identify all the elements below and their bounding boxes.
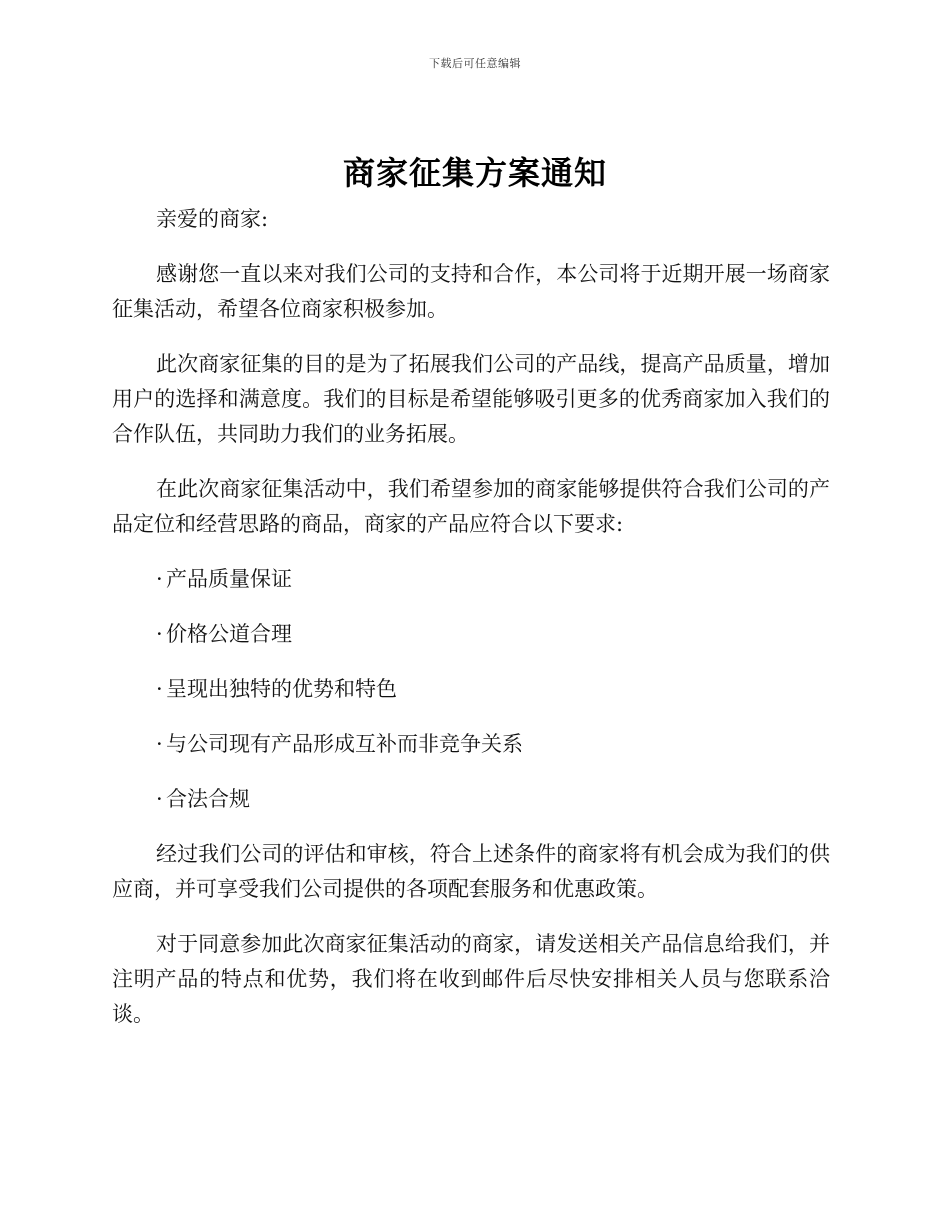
bullet-icon: · — [156, 732, 163, 756]
requirement-item — [112, 782, 830, 817]
bullet-icon: · — [156, 622, 163, 646]
paragraph-intro: 感谢您一直以来对我们公司的支持和合作，本公司将于近期开展一场商家征集活动，希望各位商家积极参加。 — [112, 262, 830, 321]
requirement-item — [112, 727, 830, 762]
requirement-text: 合法合规 — [166, 787, 250, 811]
bullet-icon: · — [156, 787, 163, 811]
requirement-text: 产品质量保证 — [166, 567, 292, 591]
document-body — [112, 202, 830, 1052]
requirement-text: 与公司现有产品形成互补而非竞争关系 — [166, 732, 523, 756]
paragraph-evaluation: 经过我们公司的评估和审核，符合上述条件的商家将有机会成为我们的供应商，并可享受我们公司提供的各项配套服务和优惠政策。 — [112, 842, 830, 901]
document-title: 商家征集方案通知 — [342, 154, 607, 192]
requirement-text: 呈现出独特的优势和特色 — [166, 677, 397, 701]
requirement-item — [112, 672, 830, 707]
header-note: 下载后可任意编辑 — [429, 57, 521, 70]
salutation: 亲爱的商家: — [156, 207, 269, 231]
bullet-icon: · — [156, 567, 163, 591]
requirement-item — [112, 562, 830, 597]
paragraph-contact: 对于同意参加此次商家征集活动的商家，请发送相关产品信息给我们，并注明产品的特点和优势，我们将在收到邮件后尽快安排相关人员与您联系洽谈。 — [112, 932, 830, 1026]
paragraph-purpose: 此次商家征集的目的是为了拓展我们公司的产品线，提高产品质量，增加用户的选择和满意度。我们的目标是希望能够吸引更多的优秀商家加入我们的合作队伍，共同助力我们的业务拓展。 — [112, 352, 830, 446]
bullet-icon: · — [156, 677, 163, 701]
requirement-text: 价格公道合理 — [166, 622, 292, 646]
paragraph-requirements-intro: 在此次商家征集活动中，我们希望参加的商家能够提供符合我们公司的产品定位和经营思路的商品，商家的产品应符合以下要求: — [112, 477, 830, 536]
requirement-item — [112, 617, 830, 652]
